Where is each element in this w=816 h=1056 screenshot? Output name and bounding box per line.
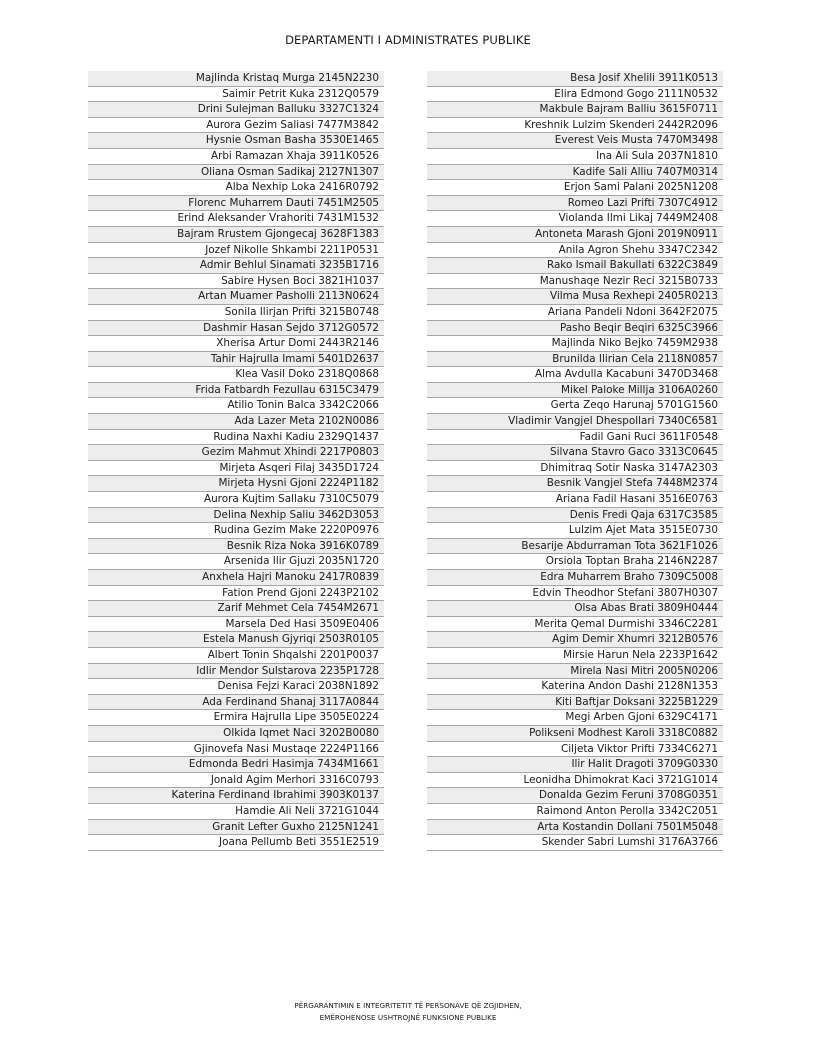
list-item: Leonidha Dhimokrat Kaci 3721G1014 bbox=[427, 773, 723, 789]
list-item: Oliana Osman Sadikaj 2127N1307 bbox=[88, 165, 384, 181]
list-item: Silvana Stavro Gaco 3313C0645 bbox=[427, 445, 723, 461]
list-item: Denis Fredi Qaja 6317C3585 bbox=[427, 508, 723, 524]
list-item: Arbi Ramazan Xhaja 3911K0526 bbox=[88, 149, 384, 165]
list-item: Delina Nexhip Saliu 3462D3053 bbox=[88, 508, 384, 524]
list-item: Manushaqe Nezir Reci 3215B0733 bbox=[427, 274, 723, 290]
list-item: Edmonda Bedri Hasimja 7434M1661 bbox=[88, 757, 384, 773]
footer bbox=[0, 1000, 816, 1024]
list-item: Klea Vasil Doko 2318Q0868 bbox=[88, 367, 384, 383]
list-item: Erjon Sami Palani 2025N1208 bbox=[427, 180, 723, 196]
list-item: Arta Kostandin Dollani 7501M5048 bbox=[427, 820, 723, 836]
list-item: Olsa Abas Brati 3809H0444 bbox=[427, 601, 723, 617]
list-item: Brunilda Ilirian Cela 2118N0857 bbox=[427, 352, 723, 368]
list-item: Kreshnik Lulzim Skenderi 2442R2096 bbox=[427, 118, 723, 134]
list-item: Ariana Fadil Hasani 3516E0763 bbox=[427, 492, 723, 508]
list-item: Joana Pellumb Beti 3551E2519 bbox=[88, 835, 384, 851]
list-item: Frida Fatbardh Fezullau 6315C3479 bbox=[88, 383, 384, 399]
list-item: Katerina Andon Dashi 2128N1353 bbox=[427, 679, 723, 695]
list-item: Alba Nexhip Loka 2416R0792 bbox=[88, 180, 384, 196]
list-item: Raimond Anton Perolla 3342C2051 bbox=[427, 804, 723, 820]
right-name-list bbox=[427, 71, 723, 851]
list-item: Saimir Petrit Kuka 2312Q0579 bbox=[88, 87, 384, 103]
list-item: Estela Manush Gjyriqi 2503R0105 bbox=[88, 632, 384, 648]
list-item: Megi Arben Gjoni 6329C4171 bbox=[427, 710, 723, 726]
list-item: Erind Aleksander Vrahoriti 7431M1532 bbox=[88, 211, 384, 227]
list-item: Elira Edmond Gogo 2111N0532 bbox=[427, 87, 723, 103]
list-item: Ilir Halit Dragoti 3709G0330 bbox=[427, 757, 723, 773]
list-item: Dashmir Hasan Sejdo 3712G0572 bbox=[88, 321, 384, 337]
list-item: Drini Sulejman Balluku 3327C1324 bbox=[88, 102, 384, 118]
list-item: Rudina Naxhi Kadiu 2329Q1437 bbox=[88, 430, 384, 446]
list-item: Rudina Gezim Make 2220P0976 bbox=[88, 523, 384, 539]
list-item: Aurora Gezim Saliasi 7477M3842 bbox=[88, 118, 384, 134]
list-item: Bajram Rrustem Gjongecaj 3628F1383 bbox=[88, 227, 384, 243]
list-item: Kiti Baftjar Doksani 3225B1229 bbox=[427, 695, 723, 711]
list-item: Sonila Ilirjan Prifti 3215B0748 bbox=[88, 305, 384, 321]
list-item: Fadil Gani Ruci 3611F0548 bbox=[427, 430, 723, 446]
list-item: Albert Tonin Shqalshi 2201P0037 bbox=[88, 648, 384, 664]
list-item: Skender Sabri Lumshi 3176A3766 bbox=[427, 835, 723, 851]
list-item: Ariana Pandeli Ndoni 3642F2075 bbox=[427, 305, 723, 321]
list-item: Rako Ismail Bakullati 6322C3849 bbox=[427, 258, 723, 274]
list-item: Anila Agron Shehu 3347C2342 bbox=[427, 243, 723, 259]
list-item: Ciljeta Viktor Prifti 7334C6271 bbox=[427, 742, 723, 758]
list-item: Zarif Mehmet Cela 7454M2671 bbox=[88, 601, 384, 617]
list-item: Gerta Zeqo Harunaj 5701G1560 bbox=[427, 398, 723, 414]
list-item: Lulzim Ajet Mata 3515E0730 bbox=[427, 523, 723, 539]
list-item: Makbule Bajram Balliu 3615F0711 bbox=[427, 102, 723, 118]
list-item: Arsenida Ilir Gjuzi 2035N1720 bbox=[88, 554, 384, 570]
list-item: Tahir Hajrulla Imami 5401D2637 bbox=[88, 352, 384, 368]
list-item: Alma Avdulla Kacabuni 3470D3468 bbox=[427, 367, 723, 383]
list-item: Besnik Vangjel Stefa 7448M2374 bbox=[427, 476, 723, 492]
list-item: Mirjeta Hysni Gjoni 2224P1182 bbox=[88, 476, 384, 492]
list-item: Pasho Beqir Beqiri 6325C3966 bbox=[427, 321, 723, 337]
list-item: Agim Demir Xhumri 3212B0576 bbox=[427, 632, 723, 648]
list-item: Violanda Ilmi Likaj 7449M2408 bbox=[427, 211, 723, 227]
footer-line-1: PËRGARANTIMIN E INTEGRITETIT TË PERSONAVE QË ZGJIDHEN, bbox=[294, 1001, 522, 1010]
list-item: Majlinda Niko Bejko 7459M2938 bbox=[427, 336, 723, 352]
list-item: Mirsie Harun Nela 2233P1642 bbox=[427, 648, 723, 664]
list-item: Romeo Lazi Prifti 7307C4912 bbox=[427, 196, 723, 212]
list-item: Aurora Kujtim Sallaku 7310C5079 bbox=[88, 492, 384, 508]
list-item: Admir Behlul Sinamati 3235B1716 bbox=[88, 258, 384, 274]
list-item: Ermira Hajrulla Lipe 3505E0224 bbox=[88, 710, 384, 726]
list-item: Kadife Sali Alliu 7407M0314 bbox=[427, 165, 723, 181]
list-item: Dhimitraq Sotir Naska 3147A2303 bbox=[427, 461, 723, 477]
list-item: Majlinda Kristaq Murga 2145N2230 bbox=[88, 71, 384, 87]
list-item: Ada Ferdinand Shanaj 3117A0844 bbox=[88, 695, 384, 711]
list-item: Hysnie Osman Basha 3530E1465 bbox=[88, 133, 384, 149]
list-item: Mirjeta Asqeri Filaj 3435D1724 bbox=[88, 461, 384, 477]
left-name-list bbox=[88, 71, 384, 851]
list-item: Edvin Theodhor Stefani 3807H0307 bbox=[427, 586, 723, 602]
list-item: Merita Qemal Durmishi 3346C2281 bbox=[427, 617, 723, 633]
list-item: Florenc Muharrem Dauti 7451M2505 bbox=[88, 196, 384, 212]
list-item: Idlir Mendor Sulstarova 2235P1728 bbox=[88, 664, 384, 680]
list-item: Ada Lazer Meta 2102N0086 bbox=[88, 414, 384, 430]
list-item: Jozef Nikolle Shkambi 2211P0531 bbox=[88, 243, 384, 259]
list-item: Edra Muharrem Braho 7309C5008 bbox=[427, 570, 723, 586]
list-item: Atilio Tonin Balca 3342C2066 bbox=[88, 398, 384, 414]
list-item: Hamdie Ali Neli 3721G1044 bbox=[88, 804, 384, 820]
list-item: Vilma Musa Rexhepi 2405R0213 bbox=[427, 289, 723, 305]
list-item: Donalda Gezim Feruni 3708G0351 bbox=[427, 788, 723, 804]
list-item: Antoneta Marash Gjoni 2019N0911 bbox=[427, 227, 723, 243]
list-item: Ina Ali Sula 2037N1810 bbox=[427, 149, 723, 165]
list-item: Mirela Nasi Mitri 2005N0206 bbox=[427, 664, 723, 680]
list-item: Anxhela Hajri Manoku 2417R0839 bbox=[88, 570, 384, 586]
list-item: Vladimir Vangjel Dhespollari 7340C6581 bbox=[427, 414, 723, 430]
list-item: Fation Prend Gjoni 2243P2102 bbox=[88, 586, 384, 602]
list-item: Besnik Riza Noka 3916K0789 bbox=[88, 539, 384, 555]
list-item: Besarije Abdurraman Tota 3621F1026 bbox=[427, 539, 723, 555]
list-item: Gezim Mahmut Xhindi 2217P0803 bbox=[88, 445, 384, 461]
list-item: Orsiola Toptan Braha 2146N2287 bbox=[427, 554, 723, 570]
list-item: Sabire Hysen Boci 3821H1037 bbox=[88, 274, 384, 290]
list-item: Gjinovefa Nasi Mustaqe 2224P1166 bbox=[88, 742, 384, 758]
list-item: Polikseni Modhest Karoli 3318C0882 bbox=[427, 726, 723, 742]
list-item: Besa Josif Xhelili 3911K0513 bbox=[427, 71, 723, 87]
list-item: Granit Lefter Guxho 2125N1241 bbox=[88, 820, 384, 836]
list-item: Mikel Paloke Millja 3106A0260 bbox=[427, 383, 723, 399]
list-item: Katerina Ferdinand Ibrahimi 3903K0137 bbox=[88, 788, 384, 804]
footer-line-2: EMËROHENOSE USHTROJNË FUNKSIONE PUBLIKE bbox=[319, 1013, 497, 1022]
list-item: Olkida Iqmet Naci 3202B0080 bbox=[88, 726, 384, 742]
list-item: Everest Veis Musta 7470M3498 bbox=[427, 133, 723, 149]
list-item: Artan Muamer Pasholli 2113N0624 bbox=[88, 289, 384, 305]
list-item: Denisa Fejzi Karaci 2038N1892 bbox=[88, 679, 384, 695]
list-item: Xherisa Artur Domi 2443R2146 bbox=[88, 336, 384, 352]
page-title: DEPARTAMENTI I ADMINISTRATES PUBLIKE bbox=[285, 33, 531, 47]
list-item: Marsela Ded Hasi 3509E0406 bbox=[88, 617, 384, 633]
list-item: Jonald Agim Merhori 3316C0793 bbox=[88, 773, 384, 789]
